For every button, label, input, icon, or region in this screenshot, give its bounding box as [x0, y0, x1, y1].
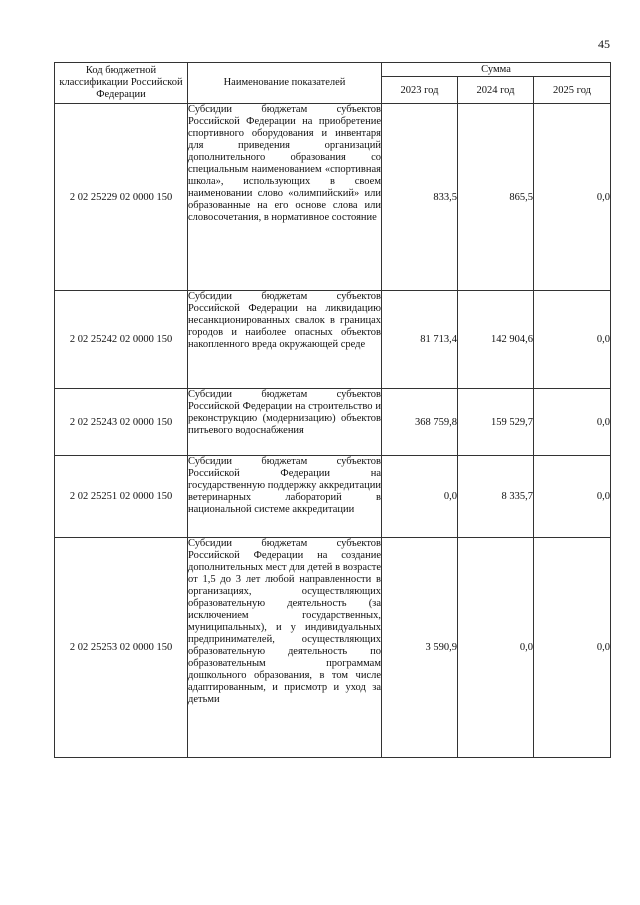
- row-value-2025: 0,0: [534, 456, 611, 538]
- row-value-2024: 8 335,7: [458, 456, 534, 538]
- row-code: 2 02 25253 02 0000 150: [55, 538, 188, 758]
- table-row: [55, 538, 611, 758]
- table-row: [55, 456, 611, 538]
- row-name: Субсидии бюджетам субъектов Российской Федерации на строительство и реконструкцию (модернизацию) объектов питьевого водоснабжения: [188, 389, 382, 456]
- row-value-2025: 0,0: [534, 291, 611, 389]
- row-code: 2 02 25242 02 0000 150: [55, 291, 188, 389]
- budget-table: [54, 62, 611, 758]
- header-year-2024: 2024 год: [458, 77, 534, 104]
- page-number: 45: [598, 37, 610, 51]
- row-name: Субсидии бюджетам субъектов Российской Федерации на приобретение спортивного оборудования и инвентаря для приведения организаций дополнительного образования со специальным наименованием «спортивная школа», использующих в своем наименовании слово «олимпийский» или образованные на его основе слова или словосочетания, в нормативное состояние: [188, 104, 382, 291]
- row-value-2023: 368 759,8: [382, 389, 458, 456]
- row-value-2023: 833,5: [382, 104, 458, 291]
- header-sum: Сумма: [382, 63, 611, 77]
- row-value-2023: 81 713,4: [382, 291, 458, 389]
- table-row: [55, 291, 611, 389]
- row-value-2024: 142 904,6: [458, 291, 534, 389]
- header-code: Код бюджетной классификации Российской Федерации: [55, 63, 188, 104]
- row-value-2024: 0,0: [458, 538, 534, 758]
- row-name: Субсидии бюджетам субъектов Российской Федерации на создание дополнительных мест для детей в возрасте от 1,5 до 3 лет любой направленности в организациях, осуществляющих образовательную деятельность (за исключением государственных, муниципальных), и у индивидуальных предпринимателей, осуществляющих образовательную деятельность по образовательным программам дошкольного образования, в том числе адаптированным, и присмотр и уход за детьми: [188, 538, 382, 758]
- row-code: 2 02 25229 02 0000 150: [55, 104, 188, 291]
- row-code: 2 02 25251 02 0000 150: [55, 456, 188, 538]
- row-value-2024: 159 529,7: [458, 389, 534, 456]
- row-value-2023: 3 590,9: [382, 538, 458, 758]
- row-code: 2 02 25243 02 0000 150: [55, 389, 188, 456]
- row-value-2025: 0,0: [534, 538, 611, 758]
- header-name: Наименование показателей: [188, 63, 382, 104]
- row-value-2025: 0,0: [534, 104, 611, 291]
- table-row: [55, 389, 611, 456]
- row-value-2024: 865,5: [458, 104, 534, 291]
- header-year-2023: 2023 год: [382, 77, 458, 104]
- row-value-2023: 0,0: [382, 456, 458, 538]
- header-year-2025: 2025 год: [534, 77, 611, 104]
- row-name: Субсидии бюджетам субъектов Российской Федерации на ликвидацию несанкционированных свалок в границах городов и наиболее опасных объектов накопленного вреда окружающей среде: [188, 291, 382, 389]
- table-row: [55, 104, 611, 291]
- row-name: Субсидии бюджетам субъектов Российской Федерации на государственную поддержку аккредитации ветеринарных лабораторий в национальной системе аккредитации: [188, 456, 382, 538]
- row-value-2025: 0,0: [534, 389, 611, 456]
